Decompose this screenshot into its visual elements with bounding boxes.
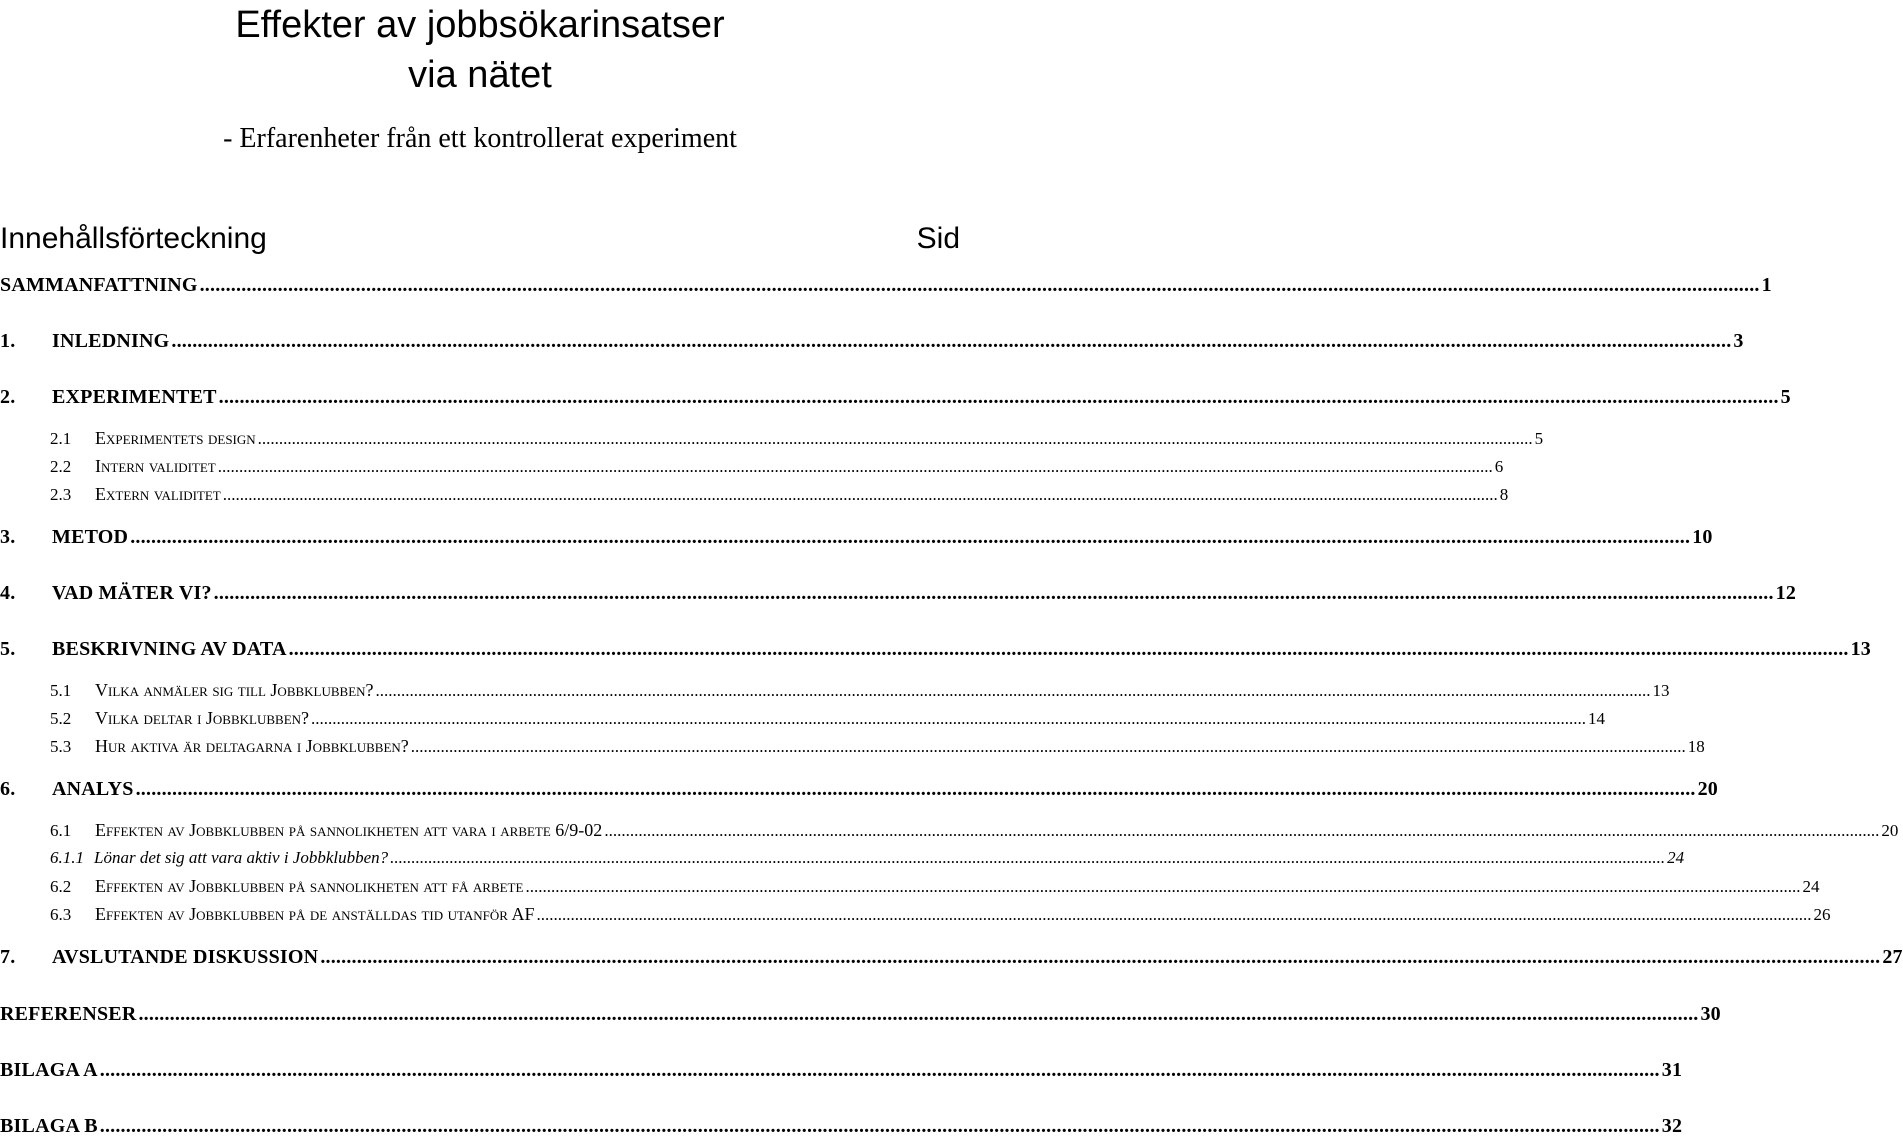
toc-entry-number: 7. bbox=[0, 946, 16, 968]
toc-entry-bilaga-a[interactable] bbox=[0, 1059, 1683, 1083]
toc-entry-title: Vilka deltar i Jobbklubben? bbox=[95, 708, 310, 728]
dot-leader: ............................................................................................................................................................................................................................................................................................................ bbox=[171, 330, 1732, 352]
toc-entry-experimentet[interactable] bbox=[0, 386, 1791, 410]
toc-entry-page: 32 bbox=[1661, 1115, 1683, 1137]
toc-heading-row bbox=[0, 219, 960, 259]
toc-entry-number: 3. bbox=[0, 526, 16, 548]
dot-leader: ............................................................................................................................................................................................................................................................................................................ bbox=[410, 737, 1686, 756]
toc-entry-6-1[interactable] bbox=[0, 820, 1899, 844]
toc-entry-page: 20 bbox=[1697, 778, 1719, 800]
toc-entry-page: 26 bbox=[1813, 905, 1831, 924]
toc-entry-6-2[interactable] bbox=[0, 876, 1820, 900]
toc-entry-title: BESKRIVNING AV DATA bbox=[52, 638, 287, 660]
toc-entry-title: Intern validitet bbox=[95, 456, 216, 476]
dot-leader: ............................................................................................................................................................................................................................................................................................................ bbox=[604, 821, 1880, 840]
toc-entry-title: Vilka anmäler sig till Jobbklubben? bbox=[95, 680, 374, 700]
toc-entry-number: 6.3 bbox=[50, 905, 72, 924]
toc-entry-page: 30 bbox=[1700, 1003, 1721, 1025]
toc-entry-number: 6.1.1 bbox=[50, 848, 84, 867]
dot-leader: ............................................................................................................................................................................................................................................................................................................ bbox=[536, 905, 1812, 924]
toc-entry-inledning[interactable] bbox=[0, 330, 1744, 354]
toc-entry-2-1[interactable] bbox=[0, 428, 1544, 452]
toc-entry-5-3[interactable] bbox=[0, 736, 1705, 760]
document-title bbox=[0, 0, 960, 100]
dot-leader: ............................................................................................................................................................................................................................................................................................................ bbox=[390, 848, 1666, 867]
toc-entry-page: 31 bbox=[1661, 1059, 1683, 1081]
dot-leader: ............................................................................................................................................................................................................................................................................................................ bbox=[199, 274, 1760, 296]
toc-entry-number: 2.1 bbox=[50, 429, 72, 448]
toc-heading: Innehållsförteckning bbox=[0, 222, 267, 255]
toc-entry-beskrivning-av-data[interactable] bbox=[0, 638, 1872, 662]
toc-entry-5-2[interactable] bbox=[0, 708, 1606, 732]
toc-entry-referenser[interactable] bbox=[0, 1003, 1721, 1027]
toc-entry-page: 10 bbox=[1692, 526, 1713, 548]
toc-entry-avslutande-diskussion[interactable] bbox=[0, 946, 1903, 970]
toc-entry-title: EXPERIMENTET bbox=[52, 386, 217, 408]
toc-entry-page: 13 bbox=[1652, 681, 1670, 700]
dot-leader: ............................................................................................................................................................................................................................................................................................................ bbox=[99, 1115, 1660, 1137]
dot-leader: ............................................................................................................................................................................................................................................................................................................ bbox=[525, 877, 1801, 896]
title-line-2: via nätet bbox=[408, 54, 552, 96]
toc-entry-2-2[interactable] bbox=[0, 456, 1504, 480]
toc-entry-page: 27 bbox=[1882, 946, 1903, 968]
toc-entry-number: 6. bbox=[0, 778, 16, 800]
toc-entry-number: 5. bbox=[0, 638, 16, 660]
toc-entry-number: 5.3 bbox=[50, 737, 72, 756]
toc-entry-page: 5 bbox=[1534, 429, 1544, 448]
toc-entry-page: 6 bbox=[1494, 457, 1504, 476]
toc-entry-bilaga-b[interactable] bbox=[0, 1115, 1683, 1139]
dot-leader: ............................................................................................................................................................................................................................................................................................................ bbox=[375, 681, 1651, 700]
toc-entry-number: 4. bbox=[0, 582, 16, 604]
title-line-1: Effekter av jobbsökarinsatser bbox=[235, 4, 725, 46]
toc-entry-page: 14 bbox=[1588, 709, 1606, 728]
toc-entry-title: BILAGA B bbox=[0, 1115, 98, 1137]
toc-entry-number: 1. bbox=[0, 330, 16, 352]
toc-entry-title: METOD bbox=[52, 526, 129, 548]
toc-entry-page: 5 bbox=[1780, 386, 1791, 408]
dot-leader: ............................................................................................................................................................................................................................................................................................................ bbox=[217, 457, 1493, 476]
toc-entry-number: 2. bbox=[0, 386, 16, 408]
toc-entry-vad-mater-vi[interactable] bbox=[0, 582, 1797, 606]
toc-entry-number: 6.2 bbox=[50, 877, 72, 896]
dot-leader: ............................................................................................................................................................................................................................................................................................................ bbox=[218, 386, 1779, 408]
toc-entry-title: SAMMANFATTNING bbox=[0, 274, 198, 296]
toc-entry-6-1-1[interactable] bbox=[0, 848, 1685, 872]
toc-entry-page: 1 bbox=[1761, 274, 1772, 296]
toc-page-column-label: Sid bbox=[916, 222, 960, 255]
toc-entry-page: 12 bbox=[1775, 582, 1797, 604]
dot-leader: ............................................................................................................................................................................................................................................................................................................ bbox=[222, 485, 1498, 504]
toc-entry-number: 2.3 bbox=[50, 485, 72, 504]
dot-leader: ............................................................................................................................................................................................................................................................................................................ bbox=[320, 946, 1881, 968]
toc-entry-number: 2.2 bbox=[50, 457, 72, 476]
toc-entry-title: REFERENSER bbox=[0, 1003, 137, 1025]
toc-entry-title: Effekten av Jobbklubben på sannolikheten att vara i arbete 6/9-02 bbox=[95, 820, 603, 840]
dot-leader: ............................................................................................................................................................................................................................................................................................................ bbox=[130, 526, 1691, 548]
toc-entry-6-3[interactable] bbox=[0, 904, 1831, 928]
toc-entry-title: INLEDNING bbox=[52, 330, 170, 352]
toc-entry-2-3[interactable] bbox=[0, 484, 1509, 508]
toc-entry-page: 24 bbox=[1667, 848, 1685, 867]
toc-entry-title: Extern validitet bbox=[95, 484, 221, 504]
toc-entry-title: Hur aktiva är deltagarna i Jobbklubben? bbox=[95, 736, 409, 756]
dot-leader: ............................................................................................................................................................................................................................................................................................................ bbox=[288, 638, 1849, 660]
toc-entry-analys[interactable] bbox=[0, 778, 1719, 802]
toc-entry-number: 5.1 bbox=[50, 681, 72, 700]
document-subtitle: - Erfarenheter från ett kontrollerat experiment bbox=[223, 123, 737, 154]
toc-entry-page: 8 bbox=[1499, 485, 1509, 504]
toc-entry-title: BILAGA A bbox=[0, 1059, 98, 1081]
dot-leader: ............................................................................................................................................................................................................................................................................................................ bbox=[257, 429, 1533, 448]
toc-entry-page: 3 bbox=[1733, 330, 1744, 352]
toc-entry-number: 5.2 bbox=[50, 709, 72, 728]
toc-entry-page: 13 bbox=[1850, 638, 1872, 660]
toc-entry-title: Effekten av Jobbklubben på de anställdas tid utanför AF bbox=[95, 904, 535, 924]
toc-entry-title: Experimentets design bbox=[95, 428, 256, 448]
toc-entry-page: 18 bbox=[1687, 737, 1705, 756]
toc-entry-number: 6.1 bbox=[50, 821, 72, 840]
toc-entry-title: ANALYS bbox=[52, 778, 134, 800]
toc-entry-page: 20 bbox=[1881, 821, 1899, 840]
toc-entry-title: Effekten av Jobbklubben på sannolikheten att få arbete bbox=[95, 876, 524, 896]
dot-leader: ............................................................................................................................................................................................................................................................................................................ bbox=[138, 1003, 1699, 1025]
toc-entry-5-1[interactable] bbox=[0, 680, 1670, 704]
toc-entry-title: Lönar det sig att vara aktiv i Jobbklubben? bbox=[94, 848, 389, 867]
dot-leader: ............................................................................................................................................................................................................................................................................................................ bbox=[311, 709, 1587, 728]
toc-entry-metod[interactable] bbox=[0, 526, 1713, 550]
dot-leader: ............................................................................................................................................................................................................................................................................................................ bbox=[213, 582, 1774, 604]
toc-entry-sammanfattning[interactable] bbox=[0, 274, 1772, 298]
toc-entry-title: VAD MÄTER VI? bbox=[52, 582, 212, 604]
dot-leader: ............................................................................................................................................................................................................................................................................................................ bbox=[99, 1059, 1660, 1081]
toc-entry-title: AVSLUTANDE DISKUSSION bbox=[52, 946, 319, 968]
dot-leader: ............................................................................................................................................................................................................................................................................................................ bbox=[135, 778, 1696, 800]
toc-entry-page: 24 bbox=[1802, 877, 1820, 896]
